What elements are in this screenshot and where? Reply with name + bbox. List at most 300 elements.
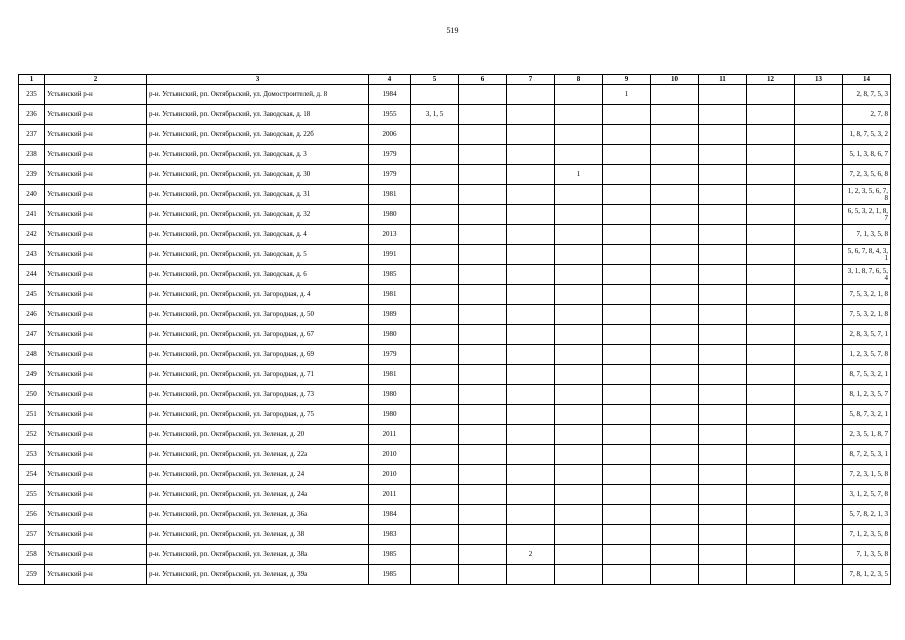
- col9-cell: [603, 465, 651, 485]
- col9-cell: [603, 245, 651, 265]
- col13-cell: [795, 485, 843, 505]
- row-number: 247: [19, 325, 45, 345]
- col6-cell: [459, 525, 507, 545]
- col13-cell: [795, 365, 843, 385]
- col7-cell: [507, 405, 555, 425]
- address-cell: р-н. Устьянский, рп. Октябрьский, ул. Загородная, д. 67: [147, 325, 369, 345]
- year-cell: 1980: [369, 205, 411, 225]
- col13-cell: [795, 165, 843, 185]
- col11-cell: [699, 385, 747, 405]
- col6-cell: [459, 285, 507, 305]
- district-cell: Устьянский р-н: [45, 125, 147, 145]
- table-row: [19, 105, 891, 125]
- year-cell: 1980: [369, 385, 411, 405]
- column-header-7: 7: [507, 75, 555, 85]
- col9-cell: [603, 385, 651, 405]
- address-cell: р-н. Устьянский, рп. Октябрьский, ул. Зеленая, д. 38: [147, 525, 369, 545]
- year-cell: 1984: [369, 505, 411, 525]
- district-cell: Устьянский р-н: [45, 365, 147, 385]
- table-row: [19, 145, 891, 165]
- col5-cell: [411, 345, 459, 365]
- row-number: 236: [19, 105, 45, 125]
- col10-cell: [651, 145, 699, 165]
- address-cell: р-н. Устьянский, рп. Октябрьский, ул. Зеленая, д. 20: [147, 425, 369, 445]
- district-cell: Устьянский р-н: [45, 105, 147, 125]
- col7-cell: [507, 385, 555, 405]
- col6-cell: [459, 205, 507, 225]
- col12-cell: [747, 525, 795, 545]
- row-number: 237: [19, 125, 45, 145]
- row-number: 240: [19, 185, 45, 205]
- col10-cell: [651, 245, 699, 265]
- col11-cell: [699, 205, 747, 225]
- col14-cell: 7, 5, 3, 2, 1, 8: [843, 285, 891, 305]
- col8-cell: [555, 305, 603, 325]
- column-header-4: 4: [369, 75, 411, 85]
- table-row: [19, 245, 891, 265]
- column-header-11: 11: [699, 75, 747, 85]
- col11-cell: [699, 525, 747, 545]
- col12-cell: [747, 485, 795, 505]
- col10-cell: [651, 225, 699, 245]
- table-row: [19, 345, 891, 365]
- col14-cell: 7, 1, 2, 3, 5, 8: [843, 525, 891, 545]
- col14-cell: 7, 5, 3, 2, 1, 8: [843, 305, 891, 325]
- district-cell: Устьянский р-н: [45, 425, 147, 445]
- col6-cell: [459, 325, 507, 345]
- col5-cell: [411, 425, 459, 445]
- col9-cell: [603, 225, 651, 245]
- col12-cell: [747, 225, 795, 245]
- col13-cell: [795, 385, 843, 405]
- year-cell: 1983: [369, 525, 411, 545]
- col8-cell: [555, 125, 603, 145]
- address-cell: р-н. Устьянский, рп. Октябрьский, ул. Заводская, д. 5: [147, 245, 369, 265]
- address-cell: р-н. Устьянский, рп. Октябрьский, ул. Заводская, д. 6: [147, 265, 369, 285]
- col13-cell: [795, 565, 843, 585]
- year-cell: 1981: [369, 185, 411, 205]
- col13-cell: [795, 505, 843, 525]
- col9-cell: [603, 425, 651, 445]
- col14-cell: 7, 2, 3, 1, 5, 8: [843, 465, 891, 485]
- col7-cell: [507, 345, 555, 365]
- data-table: [18, 74, 891, 585]
- col5-cell: [411, 265, 459, 285]
- year-cell: 2011: [369, 485, 411, 505]
- col12-cell: [747, 305, 795, 325]
- col10-cell: [651, 285, 699, 305]
- col6-cell: [459, 565, 507, 585]
- col8-cell: [555, 105, 603, 125]
- col6-cell: [459, 345, 507, 365]
- col9-cell: [603, 445, 651, 465]
- table-header-row: [19, 75, 891, 85]
- district-cell: Устьянский р-н: [45, 165, 147, 185]
- col9-cell: [603, 405, 651, 425]
- col13-cell: [795, 105, 843, 125]
- col9-cell: [603, 345, 651, 365]
- column-header-6: 6: [459, 75, 507, 85]
- address-cell: р-н. Устьянский, рп. Октябрьский, ул. Загородная, д. 71: [147, 365, 369, 385]
- col5-cell: 3, 1, 5: [411, 105, 459, 125]
- col5-cell: [411, 385, 459, 405]
- table-row: [19, 305, 891, 325]
- address-cell: р-н. Устьянский, рп. Октябрьский, ул. Домостроителей, д. 8: [147, 85, 369, 105]
- col10-cell: [651, 325, 699, 345]
- col13-cell: [795, 85, 843, 105]
- address-cell: р-н. Устьянский, рп. Октябрьский, ул. Заводская, д. 22б: [147, 125, 369, 145]
- district-cell: Устьянский р-н: [45, 565, 147, 585]
- col5-cell: [411, 565, 459, 585]
- col13-cell: [795, 325, 843, 345]
- row-number: 246: [19, 305, 45, 325]
- col5-cell: [411, 285, 459, 305]
- col9-cell: [603, 485, 651, 505]
- col11-cell: [699, 245, 747, 265]
- col10-cell: [651, 165, 699, 185]
- col6-cell: [459, 465, 507, 485]
- column-header-10: 10: [651, 75, 699, 85]
- address-cell: р-н. Устьянский, рп. Октябрьский, ул. Зеленая, д. 24а: [147, 485, 369, 505]
- col8-cell: [555, 205, 603, 225]
- col11-cell: [699, 325, 747, 345]
- col14-cell: 8, 7, 5, 3, 2, 1: [843, 365, 891, 385]
- col11-cell: [699, 105, 747, 125]
- col5-cell: [411, 205, 459, 225]
- district-cell: Устьянский р-н: [45, 405, 147, 425]
- col7-cell: [507, 265, 555, 285]
- column-header-9: 9: [603, 75, 651, 85]
- col10-cell: [651, 205, 699, 225]
- col12-cell: [747, 365, 795, 385]
- table-row: [19, 165, 891, 185]
- year-cell: 1979: [369, 165, 411, 185]
- col14-cell: 8, 1, 2, 3, 5, 7: [843, 385, 891, 405]
- col12-cell: [747, 325, 795, 345]
- col8-cell: [555, 85, 603, 105]
- col13-cell: [795, 345, 843, 365]
- col12-cell: [747, 545, 795, 565]
- address-cell: р-н. Устьянский, рп. Октябрьский, ул. Зеленая, д. 38а: [147, 545, 369, 565]
- col10-cell: [651, 445, 699, 465]
- row-number: 256: [19, 505, 45, 525]
- row-number: 239: [19, 165, 45, 185]
- col14-cell: 8, 7, 2, 5, 3, 1: [843, 445, 891, 465]
- row-number: 258: [19, 545, 45, 565]
- col13-cell: [795, 125, 843, 145]
- col7-cell: [507, 425, 555, 445]
- col5-cell: [411, 485, 459, 505]
- row-number: 249: [19, 365, 45, 385]
- row-number: 251: [19, 405, 45, 425]
- col8-cell: [555, 385, 603, 405]
- col14-cell: 3, 1, 2, 5, 7, 8: [843, 485, 891, 505]
- col7-cell: [507, 285, 555, 305]
- col10-cell: [651, 385, 699, 405]
- col10-cell: [651, 125, 699, 145]
- district-cell: Устьянский р-н: [45, 265, 147, 285]
- col12-cell: [747, 265, 795, 285]
- col7-cell: [507, 165, 555, 185]
- col12-cell: [747, 145, 795, 165]
- col7-cell: [507, 245, 555, 265]
- col9-cell: [603, 265, 651, 285]
- year-cell: 2010: [369, 445, 411, 465]
- col9-cell: [603, 565, 651, 585]
- col13-cell: [795, 205, 843, 225]
- col5-cell: [411, 405, 459, 425]
- col11-cell: [699, 125, 747, 145]
- col9-cell: [603, 125, 651, 145]
- col14-cell: 5, 6, 7, 8, 4, 3, 1: [843, 245, 891, 265]
- col8-cell: [555, 285, 603, 305]
- col14-cell: 7, 1, 3, 5, 8: [843, 545, 891, 565]
- col6-cell: [459, 425, 507, 445]
- col6-cell: [459, 385, 507, 405]
- col8-cell: [555, 505, 603, 525]
- col11-cell: [699, 565, 747, 585]
- col11-cell: [699, 285, 747, 305]
- col6-cell: [459, 105, 507, 125]
- col10-cell: [651, 485, 699, 505]
- col13-cell: [795, 465, 843, 485]
- year-cell: 1985: [369, 265, 411, 285]
- table-row: [19, 405, 891, 425]
- col13-cell: [795, 425, 843, 445]
- address-cell: р-н. Устьянский, рп. Октябрьский, ул. Загородная, д. 69: [147, 345, 369, 365]
- col6-cell: [459, 505, 507, 525]
- col6-cell: [459, 145, 507, 165]
- table-row: [19, 125, 891, 145]
- col11-cell: [699, 545, 747, 565]
- col9-cell: [603, 185, 651, 205]
- district-cell: Устьянский р-н: [45, 85, 147, 105]
- row-number: 242: [19, 225, 45, 245]
- year-cell: 1955: [369, 105, 411, 125]
- col7-cell: [507, 105, 555, 125]
- row-number: 243: [19, 245, 45, 265]
- col12-cell: [747, 345, 795, 365]
- col14-cell: 7, 1, 3, 5, 8: [843, 225, 891, 245]
- year-cell: 2011: [369, 425, 411, 445]
- col6-cell: [459, 85, 507, 105]
- col5-cell: [411, 445, 459, 465]
- table-row: [19, 265, 891, 285]
- address-cell: р-н. Устьянский, рп. Октябрьский, ул. Загородная, д. 4: [147, 285, 369, 305]
- col8-cell: [555, 425, 603, 445]
- col12-cell: [747, 445, 795, 465]
- col7-cell: [507, 485, 555, 505]
- district-cell: Устьянский р-н: [45, 485, 147, 505]
- district-cell: Устьянский р-н: [45, 325, 147, 345]
- col10-cell: [651, 345, 699, 365]
- year-cell: 1980: [369, 405, 411, 425]
- column-header-13: 13: [795, 75, 843, 85]
- col6-cell: [459, 125, 507, 145]
- col10-cell: [651, 545, 699, 565]
- address-cell: р-н. Устьянский, рп. Октябрьский, ул. Зеленая, д. 22а: [147, 445, 369, 465]
- district-cell: Устьянский р-н: [45, 445, 147, 465]
- col8-cell: 1: [555, 165, 603, 185]
- row-number: 235: [19, 85, 45, 105]
- col11-cell: [699, 145, 747, 165]
- col9-cell: [603, 205, 651, 225]
- address-cell: р-н. Устьянский, рп. Октябрьский, ул. Загородная, д. 75: [147, 405, 369, 425]
- table-row: [19, 85, 891, 105]
- col7-cell: [507, 305, 555, 325]
- table-row: [19, 505, 891, 525]
- col9-cell: [603, 145, 651, 165]
- col7-cell: [507, 145, 555, 165]
- col11-cell: [699, 345, 747, 365]
- col11-cell: [699, 425, 747, 445]
- col9-cell: [603, 505, 651, 525]
- col14-cell: 6, 5, 3, 2, 1, 8, 7: [843, 205, 891, 225]
- col5-cell: [411, 525, 459, 545]
- address-cell: р-н. Устьянский, рп. Октябрьский, ул. Зеленая, д. 24: [147, 465, 369, 485]
- table-row: [19, 545, 891, 565]
- col14-cell: 2, 8, 7, 5, 3: [843, 85, 891, 105]
- row-number: 257: [19, 525, 45, 545]
- district-cell: Устьянский р-н: [45, 185, 147, 205]
- col7-cell: [507, 565, 555, 585]
- col7-cell: [507, 465, 555, 485]
- col6-cell: [459, 305, 507, 325]
- col7-cell: [507, 205, 555, 225]
- address-cell: р-н. Устьянский, рп. Октябрьский, ул. Заводская, д. 32: [147, 205, 369, 225]
- col13-cell: [795, 185, 843, 205]
- col14-cell: 3, 1, 8, 7, 6, 5, 4: [843, 265, 891, 285]
- col10-cell: [651, 85, 699, 105]
- col7-cell: [507, 325, 555, 345]
- column-header-14: 14: [843, 75, 891, 85]
- col13-cell: [795, 265, 843, 285]
- page-number: 519: [446, 26, 459, 35]
- col11-cell: [699, 185, 747, 205]
- col5-cell: [411, 325, 459, 345]
- col11-cell: [699, 445, 747, 465]
- col6-cell: [459, 265, 507, 285]
- col8-cell: [555, 405, 603, 425]
- col11-cell: [699, 365, 747, 385]
- district-cell: Устьянский р-н: [45, 205, 147, 225]
- col5-cell: [411, 145, 459, 165]
- col8-cell: [555, 145, 603, 165]
- col6-cell: [459, 245, 507, 265]
- table-row: [19, 225, 891, 245]
- district-cell: Устьянский р-н: [45, 525, 147, 545]
- table-row: [19, 205, 891, 225]
- col10-cell: [651, 425, 699, 445]
- col7-cell: [507, 125, 555, 145]
- col12-cell: [747, 385, 795, 405]
- col10-cell: [651, 405, 699, 425]
- col11-cell: [699, 405, 747, 425]
- address-cell: р-н. Устьянский, рп. Октябрьский, ул. Заводская, д. 18: [147, 105, 369, 125]
- row-number: 248: [19, 345, 45, 365]
- col7-cell: [507, 525, 555, 545]
- col6-cell: [459, 545, 507, 565]
- address-cell: р-н. Устьянский, рп. Октябрьский, ул. Загородная, д. 73: [147, 385, 369, 405]
- col12-cell: [747, 245, 795, 265]
- col11-cell: [699, 85, 747, 105]
- col9-cell: [603, 325, 651, 345]
- address-cell: р-н. Устьянский, рп. Октябрьский, ул. Заводская, д. 30: [147, 165, 369, 185]
- district-cell: Устьянский р-н: [45, 505, 147, 525]
- col8-cell: [555, 485, 603, 505]
- column-header-1: 1: [19, 75, 45, 85]
- table-row: [19, 385, 891, 405]
- col9-cell: [603, 285, 651, 305]
- table-row: [19, 425, 891, 445]
- col8-cell: [555, 225, 603, 245]
- col12-cell: [747, 285, 795, 305]
- year-cell: 1979: [369, 145, 411, 165]
- col6-cell: [459, 185, 507, 205]
- row-number: 244: [19, 265, 45, 285]
- table-row: [19, 465, 891, 485]
- col14-cell: 1, 2, 3, 5, 7, 8: [843, 345, 891, 365]
- col8-cell: [555, 565, 603, 585]
- col13-cell: [795, 525, 843, 545]
- col14-cell: 2, 3, 5, 1, 8, 7: [843, 425, 891, 445]
- year-cell: 1984: [369, 85, 411, 105]
- col6-cell: [459, 165, 507, 185]
- year-cell: 1981: [369, 365, 411, 385]
- col11-cell: [699, 465, 747, 485]
- col12-cell: [747, 165, 795, 185]
- col8-cell: [555, 265, 603, 285]
- col9-cell: [603, 365, 651, 385]
- column-header-8: 8: [555, 75, 603, 85]
- district-cell: Устьянский р-н: [45, 545, 147, 565]
- col8-cell: [555, 445, 603, 465]
- col11-cell: [699, 265, 747, 285]
- col14-cell: 2, 8, 3, 5, 7, 1: [843, 325, 891, 345]
- col12-cell: [747, 125, 795, 145]
- table-row: [19, 285, 891, 305]
- col5-cell: [411, 185, 459, 205]
- col7-cell: [507, 185, 555, 205]
- col13-cell: [795, 245, 843, 265]
- column-header-12: 12: [747, 75, 795, 85]
- district-cell: Устьянский р-н: [45, 345, 147, 365]
- col9-cell: [603, 545, 651, 565]
- col5-cell: [411, 85, 459, 105]
- year-cell: 1979: [369, 345, 411, 365]
- col11-cell: [699, 165, 747, 185]
- district-cell: Устьянский р-н: [45, 305, 147, 325]
- col11-cell: [699, 225, 747, 245]
- col12-cell: [747, 85, 795, 105]
- col6-cell: [459, 225, 507, 245]
- year-cell: 1985: [369, 565, 411, 585]
- row-number: 250: [19, 385, 45, 405]
- col7-cell: [507, 225, 555, 245]
- col14-cell: 7, 8, 1, 2, 3, 5: [843, 565, 891, 585]
- col12-cell: [747, 505, 795, 525]
- col14-cell: 2, 7, 8: [843, 105, 891, 125]
- col7-cell: [507, 85, 555, 105]
- col5-cell: [411, 505, 459, 525]
- col9-cell: [603, 105, 651, 125]
- col13-cell: [795, 445, 843, 465]
- row-number: 238: [19, 145, 45, 165]
- column-header-3: 3: [147, 75, 369, 85]
- col12-cell: [747, 405, 795, 425]
- col8-cell: [555, 185, 603, 205]
- col8-cell: [555, 325, 603, 345]
